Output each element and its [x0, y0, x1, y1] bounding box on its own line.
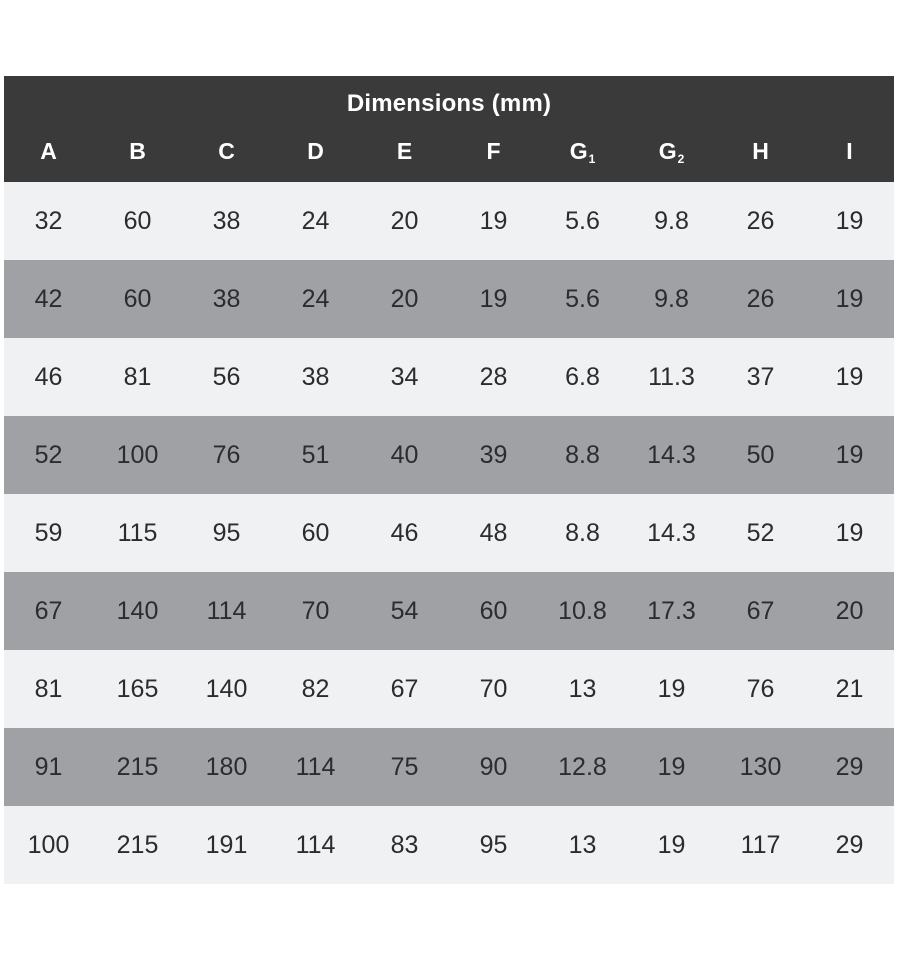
table-cell: 19 — [479, 284, 508, 313]
table-cell: 17.3 — [647, 596, 696, 625]
table-row — [4, 728, 894, 806]
table-cell: 215 — [116, 752, 159, 781]
column-header-i: I — [846, 138, 853, 164]
column-header-f: F — [486, 138, 501, 164]
table-cell: 19 — [835, 284, 864, 313]
column-header-c: C — [218, 138, 235, 164]
table-cell: 140 — [116, 596, 159, 625]
table-cell: 24 — [301, 206, 330, 235]
dimensions-table — [4, 76, 894, 884]
table-cell: 19 — [657, 752, 686, 781]
column-header-h: H — [752, 138, 769, 164]
table-cell: 19 — [479, 206, 508, 235]
table-row — [4, 416, 894, 494]
table-cell: 39 — [479, 440, 508, 469]
table-cell: 8.8 — [565, 440, 600, 469]
table-cell: 19 — [657, 674, 686, 703]
table-cell: 67 — [390, 674, 419, 703]
table-cell: 5.6 — [565, 206, 600, 235]
table-cell: 82 — [301, 674, 330, 703]
column-header-b: B — [129, 138, 146, 164]
table-cell: 20 — [390, 206, 419, 235]
table-cell: 81 — [123, 362, 152, 391]
table-row — [4, 182, 894, 260]
table-cell: 38 — [301, 362, 330, 391]
column-header-g2: $G_2$ — [658, 138, 685, 166]
column-header-d: D — [307, 138, 324, 164]
table-cell: 40 — [390, 440, 419, 469]
table-cell: 140 — [205, 674, 248, 703]
table-cell: 95 — [479, 830, 508, 859]
table-cell: 50 — [746, 440, 775, 469]
table-row — [4, 650, 894, 728]
column-header-g1: $G_1$ — [569, 138, 596, 166]
table-cell: 37 — [746, 362, 775, 391]
table-cell: 19 — [835, 362, 864, 391]
table-cell: 11.3 — [648, 362, 695, 391]
table-cell: 91 — [34, 752, 63, 781]
table-cell: 95 — [212, 518, 241, 547]
table-cell: 191 — [205, 830, 248, 859]
table-cell: 60 — [479, 596, 508, 625]
subscript: 2 — [677, 152, 685, 166]
table-cell: 19 — [835, 440, 864, 469]
table-cell: 75 — [390, 752, 419, 781]
table-cell: 46 — [34, 362, 63, 391]
table-cell: 59 — [34, 518, 63, 547]
table-cell: 29 — [835, 830, 864, 859]
table-cell: 20 — [390, 284, 419, 313]
table-cell: 21 — [835, 674, 864, 703]
table-cell: 60 — [123, 206, 152, 235]
table-cell: 20 — [835, 596, 864, 625]
table-cell: 115 — [117, 518, 158, 547]
table-cell: 26 — [746, 206, 775, 235]
table-cell: 24 — [301, 284, 330, 313]
table-cell: 32 — [34, 206, 63, 235]
table-cell: 5.6 — [565, 284, 600, 313]
table-cell: 76 — [746, 674, 775, 703]
table-cell: 60 — [301, 518, 330, 547]
table-cell: 9.8 — [654, 206, 689, 235]
table-cell: 67 — [34, 596, 63, 625]
table-cell: 100 — [27, 830, 70, 859]
table-cell: 100 — [116, 440, 159, 469]
table-cell: 14.3 — [647, 518, 696, 547]
table-cell: 56 — [212, 362, 241, 391]
table-row — [4, 494, 894, 572]
table-cell: 48 — [479, 518, 508, 547]
table-cell: 130 — [739, 752, 782, 781]
table-cell: 42 — [34, 284, 63, 313]
table-cell: 19 — [835, 206, 864, 235]
table-title: Dimensions (mm) — [346, 90, 552, 117]
table-cell: 165 — [116, 674, 159, 703]
table-cell: 180 — [205, 752, 248, 781]
table-cell: 14.3 — [647, 440, 696, 469]
table-cell: 114 — [295, 752, 336, 781]
table-cell: 52 — [34, 440, 63, 469]
table-cell: 19 — [657, 830, 686, 859]
table-cell: 9.8 — [654, 284, 689, 313]
table-cell: 90 — [479, 752, 508, 781]
table-header — [4, 76, 894, 182]
table-cell: 38 — [212, 284, 241, 313]
table-cell: 215 — [116, 830, 159, 859]
table-cell: 13 — [568, 830, 597, 859]
table-cell: 8.8 — [565, 518, 600, 547]
table-cell: 6.8 — [565, 362, 600, 391]
table-cell: 117 — [740, 830, 781, 859]
table-cell: 114 — [206, 596, 247, 625]
table-cell: 76 — [212, 440, 241, 469]
table-row — [4, 338, 894, 416]
table-cell: 83 — [390, 830, 419, 859]
subscript: 1 — [588, 152, 596, 166]
table-cell: 60 — [123, 284, 152, 313]
table-cell: 19 — [835, 518, 864, 547]
table-cell: 81 — [34, 674, 63, 703]
table-cell: 46 — [390, 518, 419, 547]
table-cell: 34 — [390, 362, 419, 391]
table-cell: 38 — [212, 206, 241, 235]
table-cell: 26 — [746, 284, 775, 313]
table-cell: 70 — [301, 596, 330, 625]
table-body — [4, 182, 894, 884]
column-header-a: A — [40, 138, 57, 164]
table-cell: 70 — [479, 674, 508, 703]
table-row — [4, 572, 894, 650]
table-cell: 54 — [390, 596, 419, 625]
table-cell: 52 — [746, 518, 775, 547]
table-cell: 29 — [835, 752, 864, 781]
table-cell: 51 — [301, 440, 330, 469]
column-header-row — [4, 138, 894, 166]
table-cell: 67 — [746, 596, 775, 625]
table-cell: 10.8 — [558, 596, 607, 625]
table-cell: 13 — [568, 674, 597, 703]
table-row — [4, 806, 894, 884]
table-cell: 12.8 — [558, 752, 607, 781]
column-header-e: E — [396, 138, 413, 164]
table-cell: 114 — [295, 830, 336, 859]
table-row — [4, 260, 894, 338]
table-cell: 28 — [479, 362, 508, 391]
